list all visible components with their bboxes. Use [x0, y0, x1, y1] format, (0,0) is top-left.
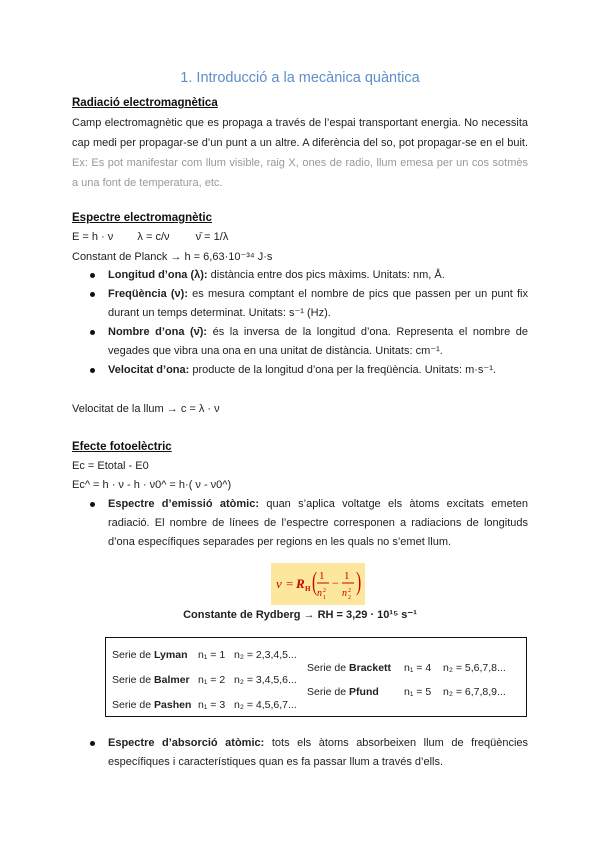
section-heading-radiation: Radiació electromagnètica — [72, 97, 218, 109]
bullet-text: tots els àtoms absorbeixen llum de freqüències específiques i característiques quan es fa passar llum a través d’ells. — [108, 737, 529, 768]
svg-text:1: 1 — [319, 570, 325, 582]
svg-text:R: R — [296, 576, 305, 591]
radiation-text: Camp electromagnètic que es propaga a través de l’espai transportant energia. No necessita cap medi per propagar-se d’un punt a un altre. A diferència del so, pot propagar-se en el buit. — [72, 117, 528, 149]
series-n2: n₂ = 4,5,6,7... — [234, 699, 297, 711]
bullet-text: és la inversa de la longitud d’ona. Representa el nombre de vegades que vibra una ona en una unitat de distància. Unitats: cm⁻¹. — [108, 326, 528, 357]
bullet-term: Nombre d’ona (ν̄): — [108, 326, 208, 338]
svg-text:): ) — [356, 566, 362, 597]
series-n1: n₁ = 5 — [404, 686, 432, 698]
rydberg-formula — [271, 563, 365, 605]
kinetic-energy-eq2: Ec^ = h · ν - h · ν0^ = h·( ν - ν0^) — [72, 479, 232, 491]
series-n2: n₂ = 2,3,4,5... — [234, 649, 297, 661]
series-prefix: Serie de — [112, 699, 155, 711]
series-n2: n₂ = 3,4,5,6... — [234, 674, 297, 686]
series-name: Balmer — [154, 674, 190, 686]
series-prefix: Serie de — [112, 649, 155, 661]
bullet-text: quan s’aplica voltatge els àtoms excitats emeten radiació. El nombre de línees de l’espectre corresponen a radiacions de longituds d’ona específiques separades per regions en les quals no s’emet llum. — [108, 498, 528, 548]
series-name: Pashen — [154, 699, 192, 711]
series-brackett — [307, 662, 391, 674]
svg-text:=: = — [286, 576, 294, 591]
series-pashen — [112, 699, 191, 711]
rydberg-formula-box — [271, 563, 365, 605]
rydberg-constant — [0, 608, 600, 621]
light-speed: Velocitat de la llum → c = λ · ν — [72, 403, 220, 415]
svg-text:2: 2 — [323, 588, 326, 594]
wavenumber-formula: ν̄ = 1/λ — [195, 231, 229, 243]
series-n2: n₂ = 5,6,7,8... — [443, 662, 506, 674]
list-item — [72, 323, 528, 361]
bullet-text: distància entre dos pics màxims. Unitats: nm, Å. — [207, 269, 445, 281]
series-n1: n₁ = 4 — [404, 662, 432, 674]
series-n2: n₂ = 6,7,8,9... — [443, 686, 506, 698]
bullet-text: es mesura comptant el nombre de pics que passen per un punt fix durant un temps determinat. Unitats: s⁻¹ (Hz). — [108, 288, 528, 319]
bullet-term: Espectre d’emissió atòmic: — [108, 498, 259, 510]
svg-text:H: H — [305, 585, 311, 593]
list-item — [72, 266, 528, 285]
series-name: Brackett — [349, 662, 392, 674]
svg-text:n: n — [317, 588, 322, 599]
svg-text:1: 1 — [323, 595, 326, 601]
list-item — [72, 734, 528, 772]
section-heading-photoelectric: Efecte fotoelèctric — [72, 441, 172, 453]
series-balmer — [112, 674, 190, 686]
spectrum-formulas — [72, 231, 228, 243]
list-item — [72, 361, 528, 380]
series-n1: n₁ = 2 — [198, 674, 226, 686]
series-name: Lyman — [154, 649, 188, 661]
series-lyman — [112, 649, 188, 661]
bullet-term: Espectre d’absorció atòmic: — [108, 737, 265, 749]
bullet-term: Longitud d’ona (λ): — [108, 269, 208, 281]
list-item — [72, 495, 528, 552]
bullet-term: Velocitat d’ona: — [108, 364, 190, 376]
series-n1: n₁ = 3 — [198, 699, 226, 711]
series-prefix: Serie de — [307, 686, 350, 698]
energy-formula: E = h · ν — [72, 231, 114, 243]
bullet-term: Freqüència (ν): — [108, 288, 188, 300]
series-n1: n₁ = 1 — [198, 649, 226, 661]
series-name: Pfund — [349, 686, 379, 698]
planck-constant: Constant de Planck → h = 6,63·10⁻³⁴ J·s — [72, 251, 273, 263]
svg-text:(: ( — [312, 566, 318, 597]
svg-text:ν: ν — [276, 576, 282, 591]
kinetic-energy-eq1: Ec = Etotal - E0 — [72, 460, 149, 472]
spectrum-bullet-list — [72, 266, 528, 380]
series-prefix: Serie de — [307, 662, 350, 674]
emission-bullet-list — [72, 495, 528, 552]
svg-text:−: − — [332, 576, 339, 590]
svg-text:n: n — [342, 588, 347, 599]
wavelength-formula: λ = c/ν — [137, 231, 170, 243]
svg-text:1: 1 — [344, 570, 350, 582]
series-pfund — [307, 686, 379, 698]
spectral-series-table — [105, 637, 527, 717]
bullet-text: producte de la longitud d’ona per la freqüència. Unitats: m·s⁻¹. — [189, 364, 496, 376]
series-prefix: Serie de — [112, 674, 155, 686]
radiation-paragraph — [72, 113, 528, 193]
rydberg-constant-text: Constante de Rydberg → RH = 3,29 · 10¹⁵ s⁻¹ — [183, 609, 417, 621]
radiation-example: Ex: Es pot manifestar com llum visible, raig X, ones de radio, llum emesa per un cos sotmès a una font de temperatura, etc. — [72, 157, 528, 189]
list-item — [72, 285, 528, 323]
page-title: 1. Introducció a la mecànica quàntica — [180, 70, 420, 86]
section-heading-spectrum: Espectre electromagnètic — [72, 212, 212, 224]
svg-text:2: 2 — [348, 595, 351, 601]
svg-text:2: 2 — [348, 588, 351, 594]
absorption-bullet-list — [72, 734, 528, 772]
